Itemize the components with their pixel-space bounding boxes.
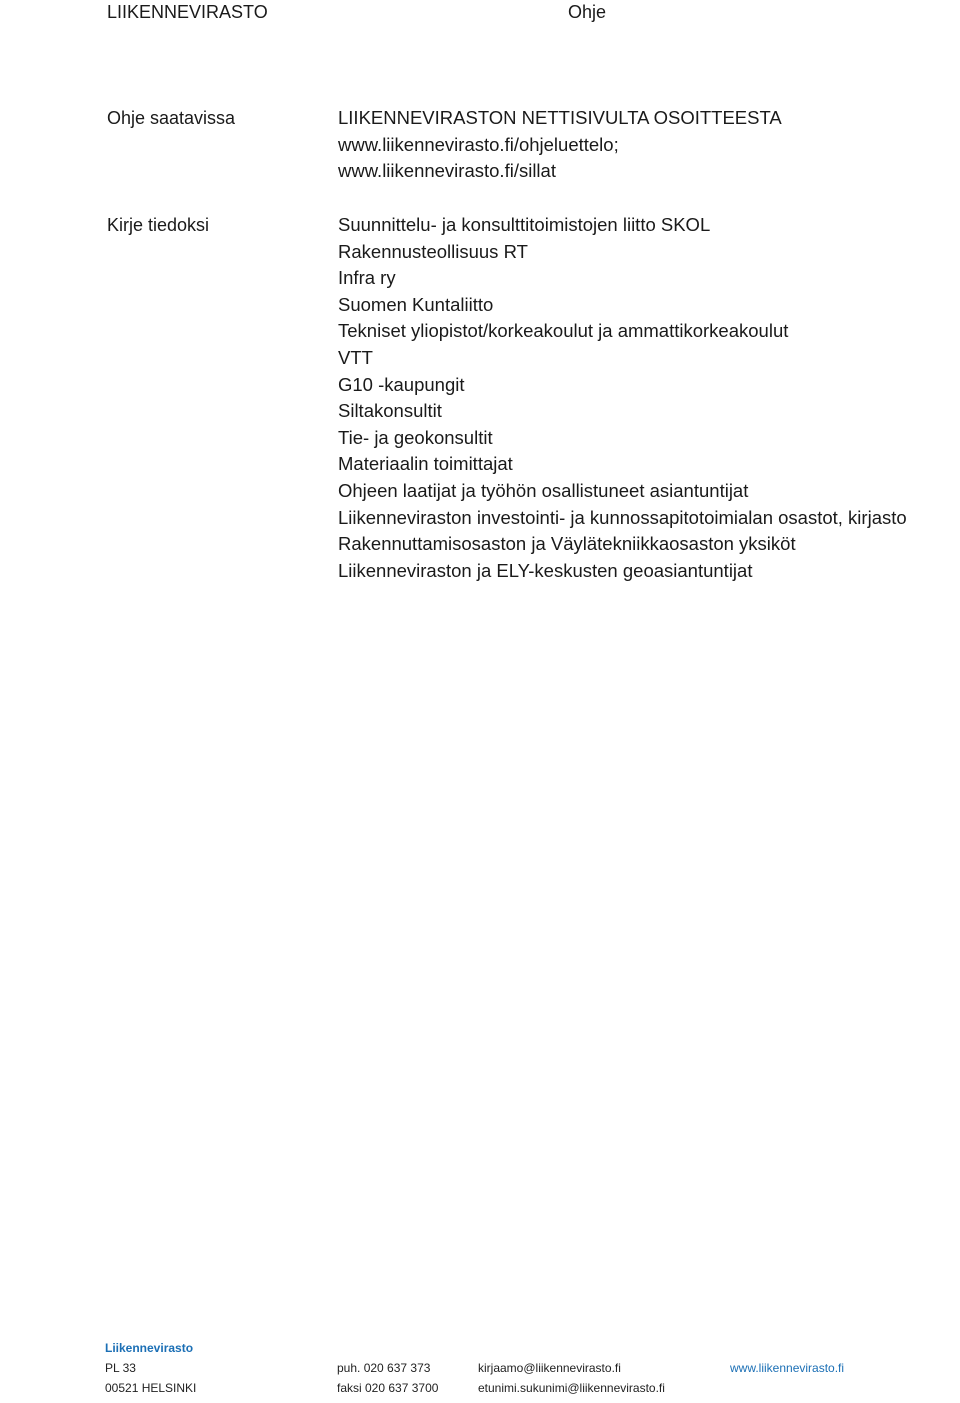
recipient-item: Infra ry (338, 267, 396, 289)
availability-url[interactable]: www.liikennevirasto.fi/sillat (338, 160, 556, 182)
recipient-item: Materiaalin toimittajat (338, 453, 513, 475)
recipient-list (338, 212, 907, 584)
footer-website[interactable]: www.liikennevirasto.fi (730, 1361, 845, 1375)
recipient-item: Rakennusteollisuus RT (338, 240, 528, 262)
availability-url[interactable]: www.liikennevirasto.fi/ohjeluettelo; (338, 133, 619, 155)
recipient-item: Rakennuttamisosaston ja Väylätekniikkaosaston yksiköt (338, 533, 796, 555)
footer-org: Liikennevirasto (105, 1341, 194, 1355)
recipient-item: Tie- ja geokonsultit (338, 426, 493, 448)
availability-line: LIIKENNEVIRASTON NETTISIVULTA OSOITTEESTA (338, 107, 782, 128)
footer-po-box: PL 33 (105, 1361, 136, 1375)
footer-address (105, 1338, 196, 1398)
footer-email-block (478, 1358, 665, 1398)
footer-fax: faksi 020 637 3700 (337, 1381, 439, 1395)
footer-postal: 00521 HELSINKI (105, 1381, 197, 1395)
recipient-item: Siltakonsultit (338, 400, 442, 422)
distribution-label: Kirje tiedoksi (107, 215, 210, 235)
availability-lines (338, 105, 782, 185)
recipient-item: Ohjeen laatijat ja työhön osallistuneet asiantuntijat (338, 479, 749, 501)
header-doc-type: Ohje (568, 2, 607, 22)
recipient-item: Liikenneviraston investointi- ja kunnossapitotoimialan osastot, kirjasto (338, 506, 907, 528)
footer-email-format: etunimi.sukunimi@liikennevirasto.fi (478, 1381, 665, 1395)
availability-label: Ohje saatavissa (107, 108, 236, 128)
recipient-item: G10 -kaupungit (338, 373, 465, 395)
footer-email-registry[interactable]: kirjaamo@liikennevirasto.fi (478, 1361, 621, 1375)
recipient-item: Tekniset yliopistot/korkeakoulut ja ammattikorkeakoulut (338, 320, 789, 342)
header-org: LIIKENNEVIRASTO (107, 2, 268, 22)
recipient-item: VTT (338, 346, 373, 368)
footer-phone: puh. 020 637 373 (337, 1361, 431, 1375)
recipient-item: Suomen Kuntaliitto (338, 293, 494, 315)
recipient-item: Liikenneviraston ja ELY-keskusten geoasiantuntijat (338, 559, 753, 581)
recipient-item: Suunnittelu- ja konsulttitoimistojen liitto SKOL (338, 214, 711, 235)
footer-phone-block (337, 1358, 438, 1398)
